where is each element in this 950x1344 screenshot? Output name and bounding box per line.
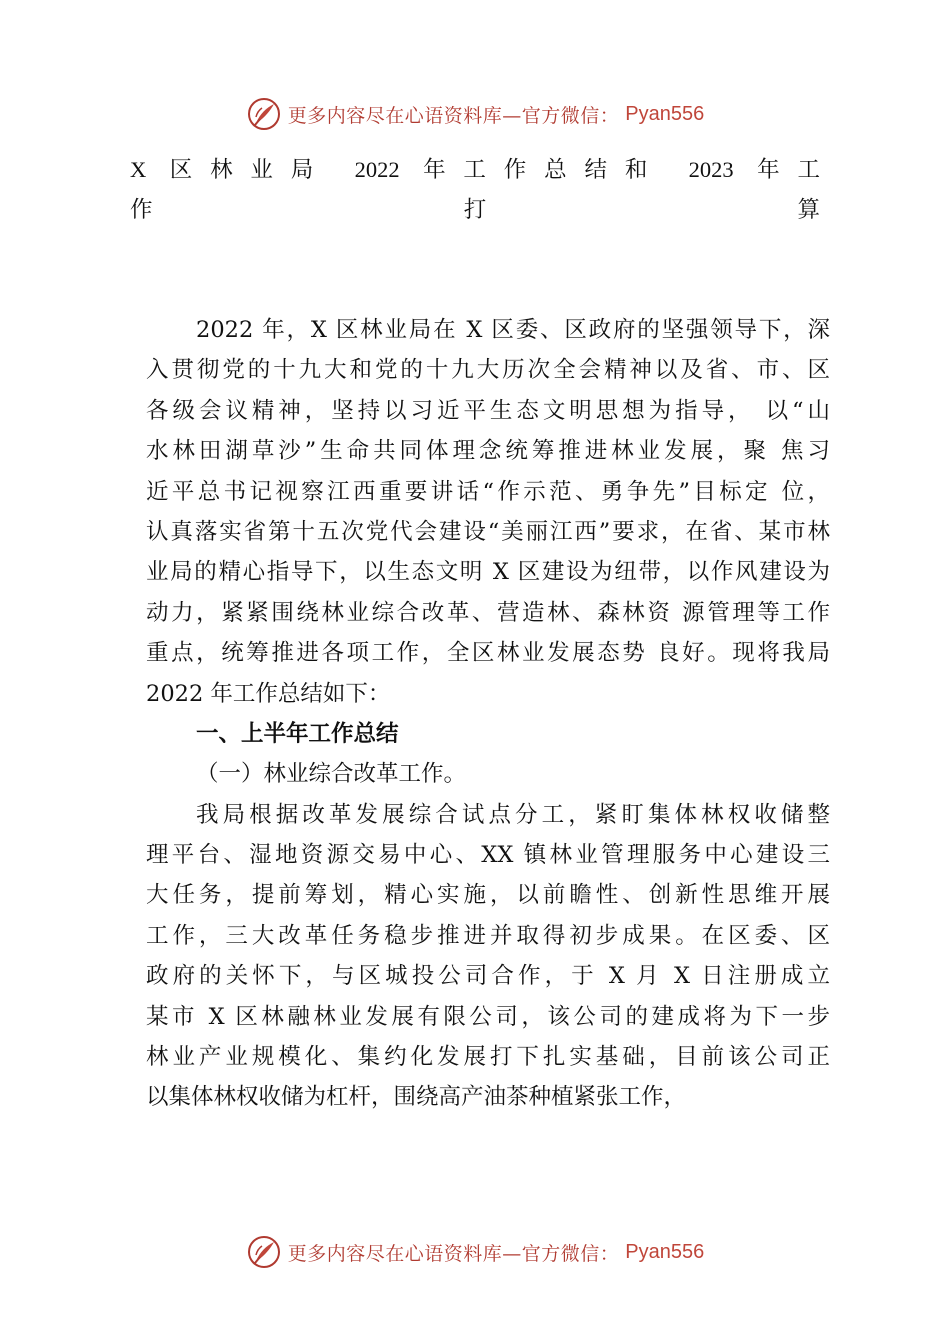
- intro-line: 近平总书记视察江西重要讲话“作示范、勇争先”目标定 位，: [146, 478, 830, 505]
- intro-line: 2022 年工作总结如下：: [146, 680, 391, 707]
- title-line-2: 作打算: [130, 197, 820, 223]
- feather-logo-icon: [246, 1234, 282, 1270]
- header-banner: [0, 94, 950, 134]
- paragraph-line: 某市 X 区林融林业发展有限公司，该公司的建成将为下一步: [146, 1003, 830, 1030]
- paragraph-line: 我局根据改革发展综合试点分工，紧盯集体林权收储整: [196, 801, 830, 828]
- paragraph-line: 工作，三大改革任务稳步推进并取得初步成果。在区委、区: [146, 922, 830, 949]
- intro-line: 重点，统筹推进各项工作，全区林业发展态势 良好。现将我局: [146, 640, 830, 667]
- document-body: [146, 310, 830, 1118]
- intro-line: 动力，紧紧围绕林业综合改革、营造林、森林资 源管理等工作: [146, 599, 830, 626]
- intro-line: 认真落实省第十五次党代会建设“美丽江西”要求，在省、某市林: [146, 518, 830, 545]
- footer-banner: [0, 1232, 950, 1272]
- title-line-1: X 区林业局 2022 年工作总结和 2023 年工: [130, 157, 820, 182]
- paragraph-line: 大任务，提前筹划，精心实施，以前瞻性、创新性思维开展: [146, 882, 830, 909]
- paragraph-line: 林业产业规模化、集约化发展打下扎实基础，目前该公司正: [146, 1044, 830, 1071]
- section-heading: 一、上半年工作总结: [196, 720, 399, 747]
- banner-text: 更多内容尽在心语资料库—官方微信：: [287, 104, 620, 127]
- banner-wechat-id: Pyan556: [625, 102, 705, 125]
- paragraph-line: 政府的关怀下，与区城投公司合作，于 X 月 X 日注册成立: [146, 963, 830, 990]
- intro-line: 2022 年，X 区林业局在 X 区委、区政府的坚强领导下，深: [196, 317, 830, 343]
- subsection-heading: （一）林业综合改革工作。: [196, 761, 467, 788]
- feather-logo-icon: [246, 96, 282, 132]
- banner-text: 更多内容尽在心语资料库—官方微信：: [287, 1242, 620, 1265]
- intro-line: 入贯彻党的十九大和党的十九大历次全会精神以及省、市、区: [146, 357, 830, 384]
- banner-wechat-id: Pyan556: [625, 1240, 705, 1263]
- paragraph-line: 理平台、湿地资源交易中心、XX 镇林业管理服务中心建设三: [146, 842, 830, 869]
- document-title: [130, 150, 820, 231]
- intro-line: 业局的精心指导下，以生态文明 X 区建设为纽带，以作风建设为: [146, 559, 830, 586]
- intro-line: 各级会议精神，坚持以习近平生态文明思想为指导， 以“山: [146, 397, 830, 424]
- intro-line: 水林田湖草沙”生命共同体理念统筹推进林业发展，聚 焦习: [146, 438, 830, 465]
- paragraph-line: 以集体林权收储为杠杆，围绕高产油茶种植紧张工作，: [146, 1084, 687, 1111]
